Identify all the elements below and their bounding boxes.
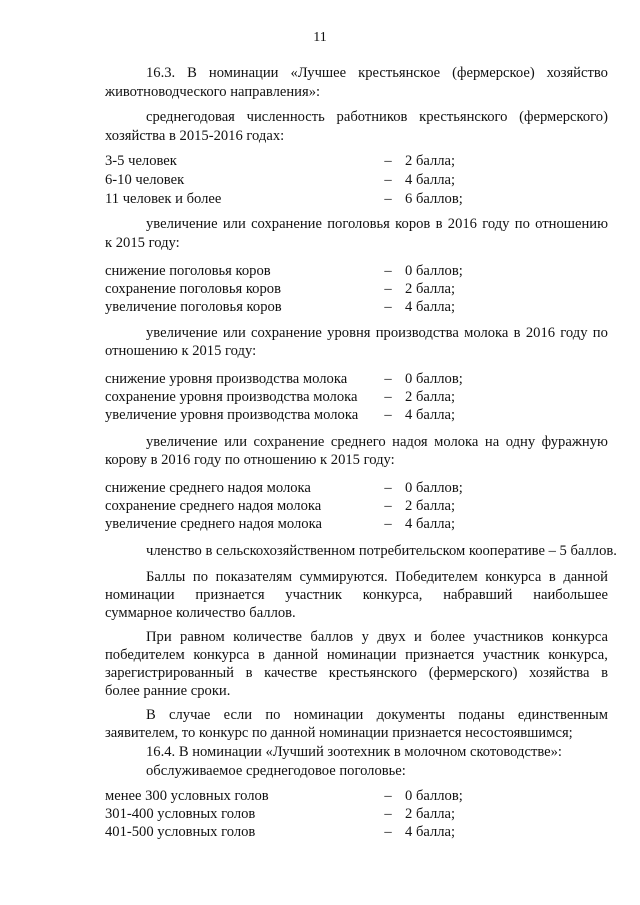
word: участник <box>482 647 540 663</box>
section-16-4-intro: обслуживаемое среднегодовое поголовье: <box>146 763 406 779</box>
word: номинации <box>208 65 279 81</box>
word: Баллы <box>146 569 186 585</box>
word: документы <box>376 707 446 723</box>
word: зарегистрированный <box>105 665 234 681</box>
section-16-3-heading-line2: животноводческого направления»: <box>105 84 321 100</box>
word: баллов <box>310 629 354 645</box>
criterion-1-item-value: 2 балла; <box>405 153 456 169</box>
word: молока <box>434 434 479 450</box>
word: победителем <box>105 647 185 663</box>
word: сохранение <box>251 216 322 232</box>
word: по <box>514 216 530 232</box>
criterion-3-item-dash: – <box>384 389 392 405</box>
criterion-1-item-value: 4 балла; <box>405 172 456 188</box>
criterion-1-item-dash: – <box>384 191 392 207</box>
word: 2016 <box>447 216 477 232</box>
criterion-3-item-value: 4 балла; <box>405 407 456 423</box>
criterion-1-item-label: 6-10 человек <box>105 172 185 188</box>
word: по <box>265 707 281 723</box>
criterion-2-intro-line2: к 2015 году: <box>105 235 180 251</box>
word: если <box>223 707 253 723</box>
criterion-2-item-dash: – <box>384 299 392 315</box>
word: увеличение <box>146 434 218 450</box>
word: коров <box>395 216 431 232</box>
word: году <box>482 216 510 232</box>
word: номинации <box>326 647 397 663</box>
word: более <box>430 629 465 645</box>
word: в <box>435 216 443 232</box>
word: хозяйство <box>546 65 608 81</box>
word: поданы <box>458 707 505 723</box>
word: хозяйства <box>529 665 590 681</box>
criterion-3-item-label: сохранение уровня производства молока <box>105 389 358 405</box>
word: у <box>361 629 369 645</box>
section-16-4-item-value: 0 баллов; <box>405 788 463 804</box>
criterion-2-item-value: 2 балла; <box>405 281 456 297</box>
section-16-4-item-label: 301-400 условных голов <box>105 806 256 822</box>
section-16-4-item-dash: – <box>384 824 392 840</box>
criterion-3-item-value: 0 баллов; <box>405 371 463 387</box>
word: в <box>258 647 265 663</box>
word: году <box>560 325 588 341</box>
word: суммируются. <box>299 569 388 585</box>
word: качестве <box>264 665 318 681</box>
criterion-2-item-label: снижение поголовья коров <box>105 263 271 279</box>
criterion-3-item-dash: – <box>384 371 392 387</box>
word: в <box>513 325 521 341</box>
word: При <box>146 629 172 645</box>
word: данной <box>273 647 319 663</box>
word: работников <box>336 109 408 125</box>
membership-criterion: членство в сельскохозяйственном потребительском кооперативе – 5 баллов. <box>146 543 617 559</box>
word: в <box>548 569 556 585</box>
word: (фермерского) <box>519 109 608 125</box>
word: увеличение <box>146 325 218 341</box>
tie-break-line1 <box>146 628 608 646</box>
word: В <box>187 65 197 81</box>
word: 2016 <box>525 325 556 341</box>
criterion-3-intro-line1 <box>146 324 608 342</box>
word: численность <box>246 109 325 125</box>
criterion-2-item-label: сохранение поголовья коров <box>105 281 281 297</box>
word: в <box>601 665 608 681</box>
word: количестве <box>233 629 303 645</box>
word: крестьянское <box>358 65 441 81</box>
word: или <box>222 325 246 341</box>
word: уровня <box>327 325 371 341</box>
word: конкурса <box>551 629 608 645</box>
word: случае <box>169 707 211 723</box>
criterion-2-item-label: увеличение поголовья коров <box>105 299 282 315</box>
word: равном <box>180 629 225 645</box>
section-16-4-item-dash: – <box>384 806 392 822</box>
summary-line1 <box>146 568 608 586</box>
word: Победителем <box>395 569 478 585</box>
criterion-4-item-value: 4 балла; <box>405 516 456 532</box>
criterion-4-intro-line1 <box>146 433 608 451</box>
section-16-3-heading-line1 <box>146 64 608 82</box>
criterion-2-item-dash: – <box>384 263 392 279</box>
word: конкурса, <box>362 587 423 603</box>
word: (фермерского) <box>428 665 518 681</box>
section-16-4-heading: 16.4. В номинации «Лучший зоотехник в молочном скотоводстве»: <box>146 744 562 760</box>
word: одну <box>505 434 536 450</box>
word: поголовья <box>327 216 390 232</box>
criterion-1-intro-line1 <box>146 108 608 126</box>
criterion-4-item-label: увеличение среднего надоя молока <box>105 516 322 532</box>
word: фуражную <box>541 434 608 450</box>
word: номинации <box>293 707 364 723</box>
word: сохранение <box>251 325 322 341</box>
word: показателям <box>215 569 292 585</box>
word: или <box>222 216 246 232</box>
word: конкурса, <box>548 647 608 663</box>
section-16-4-item-value: 4 балла; <box>405 824 456 840</box>
criterion-2-intro-line1 <box>146 215 608 233</box>
word: (фермерское) <box>452 65 535 81</box>
section-16-4-item-label: менее 300 условных голов <box>105 788 269 804</box>
summary-line3: суммарное количество баллов. <box>105 605 296 621</box>
criterion-1-item-label: 11 человек и более <box>105 191 222 207</box>
summary-line2 <box>105 586 608 604</box>
word: признается <box>195 587 265 603</box>
criterion-1-item-value: 6 баллов; <box>405 191 463 207</box>
criterion-2-item-value: 0 баллов; <box>405 263 463 279</box>
word: среднегодовая <box>146 109 235 125</box>
word: среднего <box>330 434 386 450</box>
word: набравший <box>443 587 513 603</box>
criterion-4-item-dash: – <box>384 480 392 496</box>
word: в <box>245 665 253 681</box>
word: признается <box>405 647 475 663</box>
word: номинации <box>105 587 175 603</box>
criterion-1-intro-line2: хозяйства в 2015-2016 годах: <box>105 128 285 144</box>
tie-break-line2 <box>105 646 608 664</box>
word: участник <box>285 587 342 603</box>
criterion-3-item-label: снижение уровня производства молока <box>105 371 348 387</box>
word: по <box>192 569 209 585</box>
word: наибольшее <box>533 587 608 603</box>
word: В <box>146 707 156 723</box>
word: или <box>224 434 248 450</box>
section-16-4-item-label: 401-500 условных голов <box>105 824 256 840</box>
word: «Лучшее <box>290 65 347 81</box>
criterion-4-item-dash: – <box>384 498 392 514</box>
word: данной <box>563 569 608 585</box>
word: и <box>414 629 422 645</box>
criterion-4-item-label: сохранение среднего надоя молока <box>105 498 322 514</box>
word: на <box>484 434 500 450</box>
criterion-4-item-value: 0 баллов; <box>405 480 463 496</box>
criterion-1-item-label: 3-5 человек <box>105 153 177 169</box>
word: участников <box>473 629 544 645</box>
word: сохранение <box>253 434 325 450</box>
criterion-3-item-dash: – <box>384 407 392 423</box>
criterion-2-item-value: 4 балла; <box>405 299 456 315</box>
word: крестьянского <box>419 109 508 125</box>
tie-break-line4: более ранние сроки. <box>105 683 231 699</box>
criterion-3-item-label: увеличение уровня производства молока <box>105 407 359 423</box>
word: конкурса <box>485 569 542 585</box>
word: по <box>592 325 608 341</box>
criterion-3-item-value: 2 балла; <box>405 389 456 405</box>
criterion-1-item-dash: – <box>384 153 392 169</box>
word: надоя <box>392 434 428 450</box>
criterion-1-item-dash: – <box>384 172 392 188</box>
word: 16.3. <box>146 65 176 81</box>
word: увеличение <box>146 216 218 232</box>
criterion-4-item-label: снижение среднего надоя молока <box>105 480 311 496</box>
word: молока <box>464 325 509 341</box>
page-number: 11 <box>313 30 327 45</box>
criterion-4-item-value: 2 балла; <box>405 498 456 514</box>
section-16-4-item-value: 2 балла; <box>405 806 456 822</box>
word: двух <box>377 629 406 645</box>
single-applicant-line1 <box>146 706 608 724</box>
criterion-4-intro-line2: корову в 2016 году по отношению к 2015 году: <box>105 452 395 468</box>
section-16-4-item-dash: – <box>384 788 392 804</box>
tie-break-line3 <box>105 664 608 682</box>
criterion-2-item-dash: – <box>384 281 392 297</box>
word: единственным <box>517 707 608 723</box>
word: крестьянского <box>328 665 418 681</box>
word: отношению <box>535 216 608 232</box>
single-applicant-line2: заявителем, то конкурс по данной номинации признается несостоявшимся; <box>105 725 573 741</box>
word: производства <box>375 325 459 341</box>
criterion-4-item-dash: – <box>384 516 392 532</box>
criterion-3-intro-line2: отношению к 2015 году: <box>105 343 257 359</box>
word: конкурса <box>193 647 250 663</box>
